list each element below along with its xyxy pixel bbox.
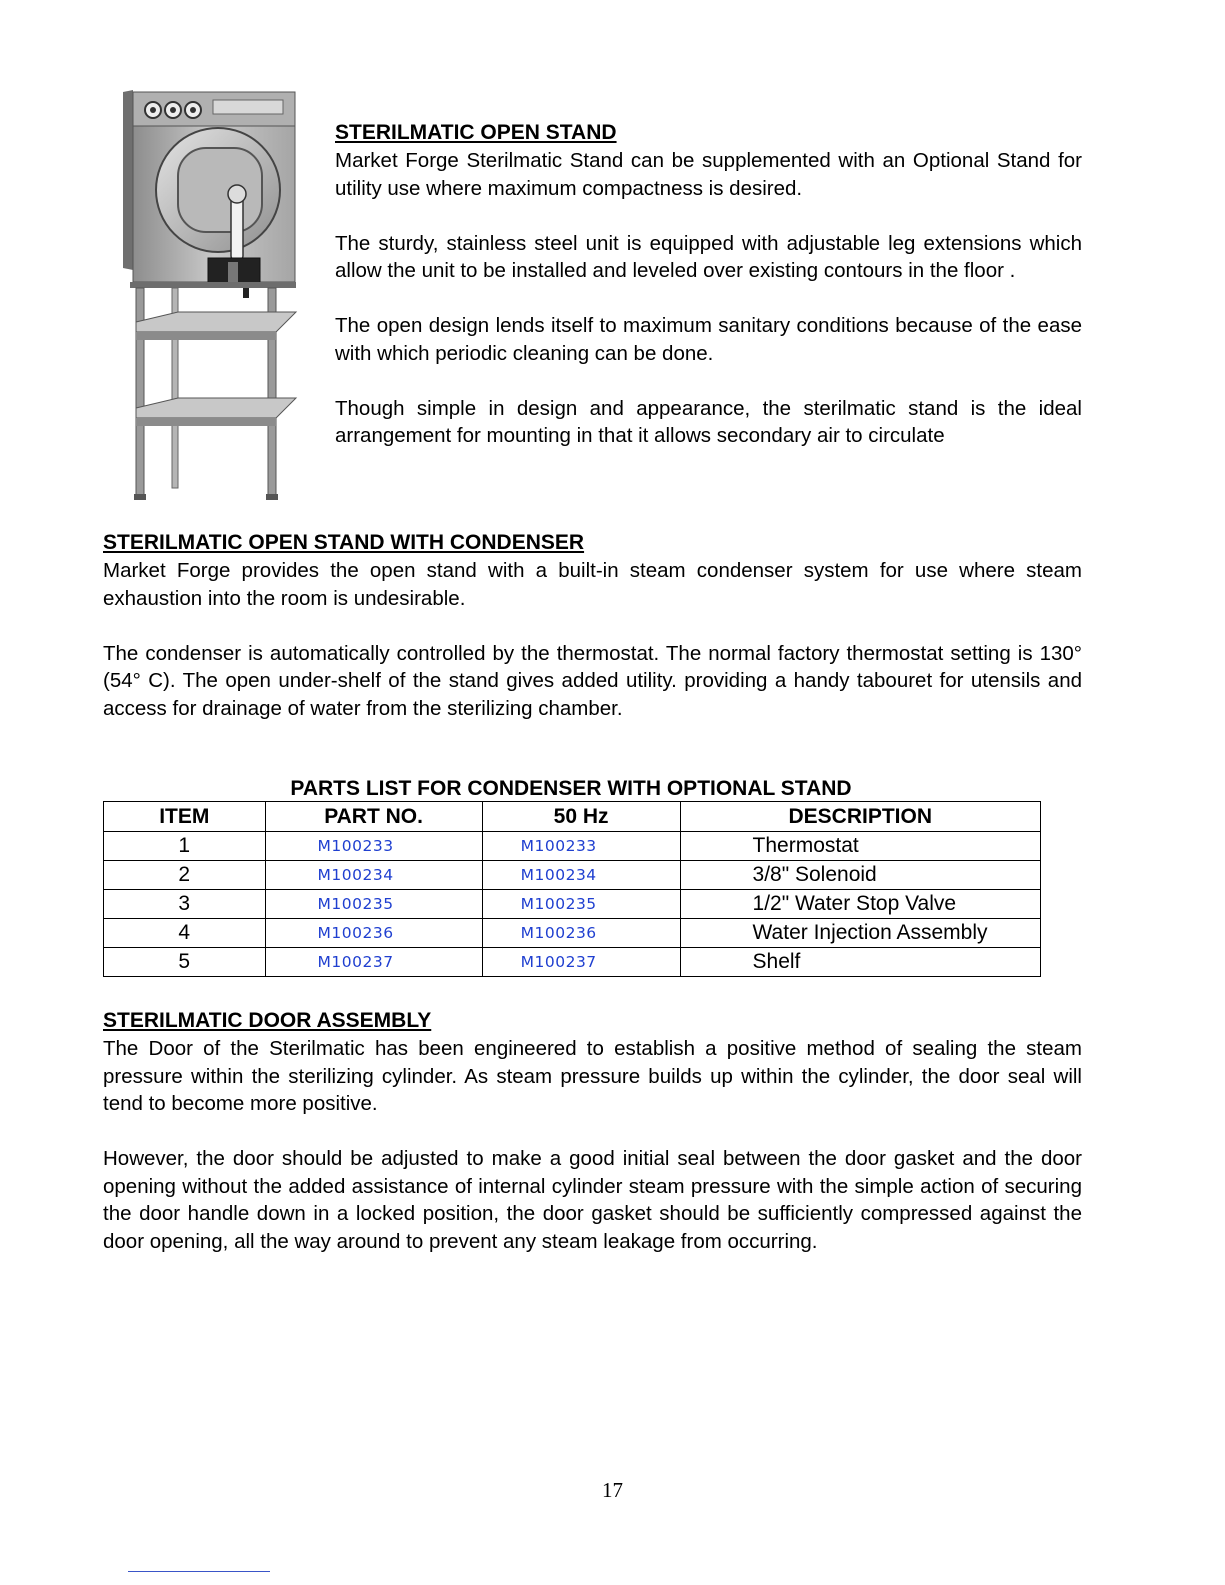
condenser-heading: STERILMATIC OPEN STAND WITH CONDENSER: [103, 531, 585, 554]
condenser-paragraph-1: Market Forge provides the open stand with a built-in steam condenser system for use where steam exhaustion into the room is undesirable.: [103, 559, 1082, 610]
part-no-cell: M100235: [265, 890, 482, 919]
sterilizer-stand-illustration: [118, 90, 298, 505]
hz-part-no-cell: M100233: [482, 832, 680, 861]
parts-table-title: PARTS LIST FOR CONDENSER WITH OPTIONAL STAND: [290, 777, 852, 800]
table-row: [104, 919, 1041, 948]
description-cell: Water Injection Assembly: [680, 919, 1040, 948]
table-row: [104, 948, 1041, 977]
description-cell: Thermostat: [680, 832, 1040, 861]
table-row: [104, 890, 1041, 919]
part-no-cell: M100237: [265, 948, 482, 977]
item-cell: 1: [104, 832, 266, 861]
door-assembly-section: [103, 1007, 1082, 1255]
table-row: [104, 861, 1041, 890]
open-stand-heading: STERILMATIC OPEN STAND: [335, 121, 617, 144]
item-cell: 2: [104, 861, 266, 890]
item-column-header: ITEM: [104, 802, 266, 832]
part-no-column-header: PART NO.: [265, 802, 482, 832]
door-assembly-paragraph-1: The Door of the Sterilmatic has been engineered to establish a positive method of sealing the steam pressure within the sterilizing cylinder. As steam pressure builds up within the cylinder, the door seal will tend to become more positive.: [103, 1037, 1082, 1115]
item-cell: 3: [104, 890, 266, 919]
hz-part-no-cell: M100237: [482, 948, 680, 977]
description-cell: 1/2" Water Stop Valve: [680, 890, 1040, 919]
parts-table: [103, 801, 1041, 977]
condenser-section: [103, 529, 1082, 722]
open-stand-paragraph-2: The sturdy, stainless steel unit is equipped with adjustable leg extensions which allow the unit to be installed and leveled over existing contours in the floor .: [335, 231, 1082, 282]
hz-part-no-cell: M100234: [482, 861, 680, 890]
hz-part-no-cell: M100236: [482, 919, 680, 948]
footer-divider: [128, 1571, 270, 1572]
open-stand-section: [335, 119, 1082, 450]
door-assembly-paragraph-2: However, the door should be adjusted to make a good initial seal between the door gasket and the door opening without the added assistance of internal cylinder steam pressure with the simple action of securing the door handle down in a locked position, the door gasket should be sufficiently compressed against the door opening, all the way around to prevent any steam leakage from occurring.: [103, 1147, 1082, 1253]
open-stand-paragraph-1: Market Forge Sterilmatic Stand can be supplemented with an Optional Stand for utility use where maximum compactness is desired.: [335, 149, 1082, 200]
item-cell: 5: [104, 948, 266, 977]
part-no-cell: M100234: [265, 861, 482, 890]
hz-part-no-cell: M100235: [482, 890, 680, 919]
open-stand-paragraph-3: The open design lends itself to maximum sanitary conditions because of the ease with which periodic cleaning can be done.: [335, 314, 1082, 365]
page-number: 17: [602, 1478, 623, 1502]
table-row: [104, 832, 1041, 861]
part-no-cell: M100236: [265, 919, 482, 948]
condenser-paragraph-2: The condenser is automatically controlled by the thermostat. The normal factory thermostat setting is 130° (54° C). The open under-shelf of the stand gives added utility. providing a handy tabouret for utensils and access for drainage of water from the sterilizing chamber.: [103, 641, 1082, 720]
part-no-cell: M100233: [265, 832, 482, 861]
description-cell: 3/8" Solenoid: [680, 861, 1040, 890]
item-cell: 4: [104, 919, 266, 948]
hz-column-header: 50 Hz: [482, 802, 680, 832]
description-column-header: DESCRIPTION: [680, 802, 1040, 832]
open-stand-paragraph-4: Though simple in design and appearance, the sterilmatic stand is the ideal arrangement for mounting in that it allows secondary air to circulate: [335, 396, 1082, 447]
description-cell: Shelf: [680, 948, 1040, 977]
parts-table-header-row: [104, 802, 1041, 832]
door-assembly-heading: STERILMATIC DOOR ASSEMBLY: [103, 1009, 432, 1032]
